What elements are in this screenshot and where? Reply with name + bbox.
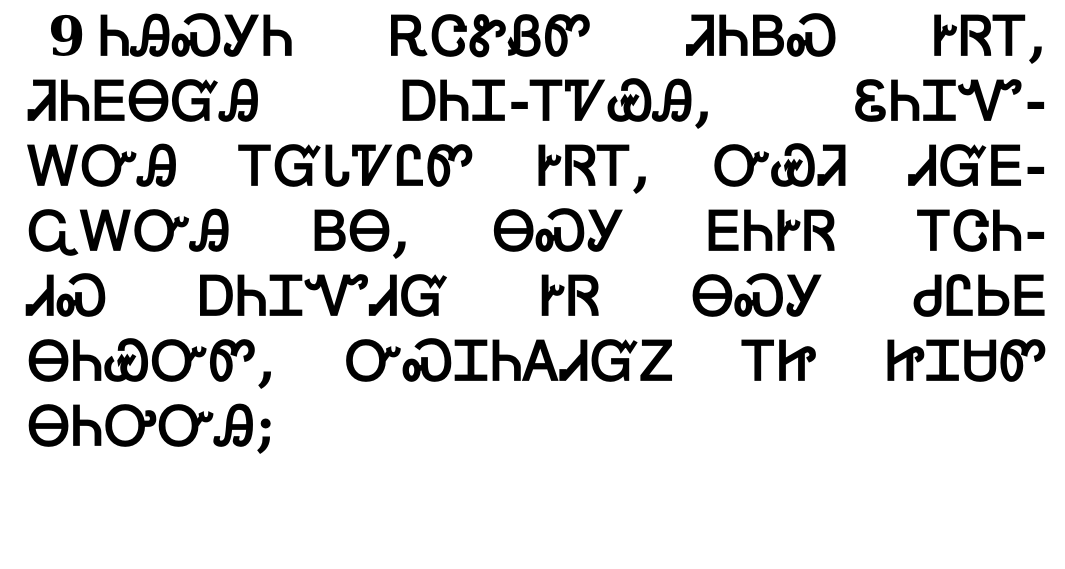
verse-line-5: ᏗᏍ ᎠᏂᏆᏉᏗᏳ ᎨᏒ ᎾᏍᎩ ᏧᏝᏏᎬ <box>28 264 1048 328</box>
verse-line-2: ᏘᏂᎬᎾᏳᎯ ᎠᏂᏆ-ᎢᏤᏯᎯ, ᏋᏂᏆᏉ- <box>28 69 1048 133</box>
verse-line-3: ᎳᏅᎯ ᎢᏳᏓᏤᏝᏛ ᎨᏒᎢ, ᏅᏯᏘ ᏗᏳᎬ- <box>28 134 1048 198</box>
verse-line-4: ᏩᎳᏅᎯ ᏴᎾ, ᎾᏍᎩ ᎬᏂᎨᏒ ᎢᏣᏂ- <box>28 199 1048 263</box>
verse-line-1 <box>28 4 1048 69</box>
verse-number: 9 <box>48 4 87 68</box>
verse-line-6: ᎾᏂᏯᏅᏛ, ᏅᏍᏆᏂᎪᏗᏳᏃ ᎢᏥ ᏥᏆᏌᏛ <box>28 329 1048 393</box>
verse-text <box>28 4 1048 459</box>
verse-line-7: ᎾᏂᎤᏅᎯ; <box>28 394 277 458</box>
verse-line-1-text: ᏂᎯᏍᎩᏂ ᎡᏣᏑᏰᏛ ᏘᏂᏴᏍ ᎨᏒᎢ, <box>98 4 1048 68</box>
